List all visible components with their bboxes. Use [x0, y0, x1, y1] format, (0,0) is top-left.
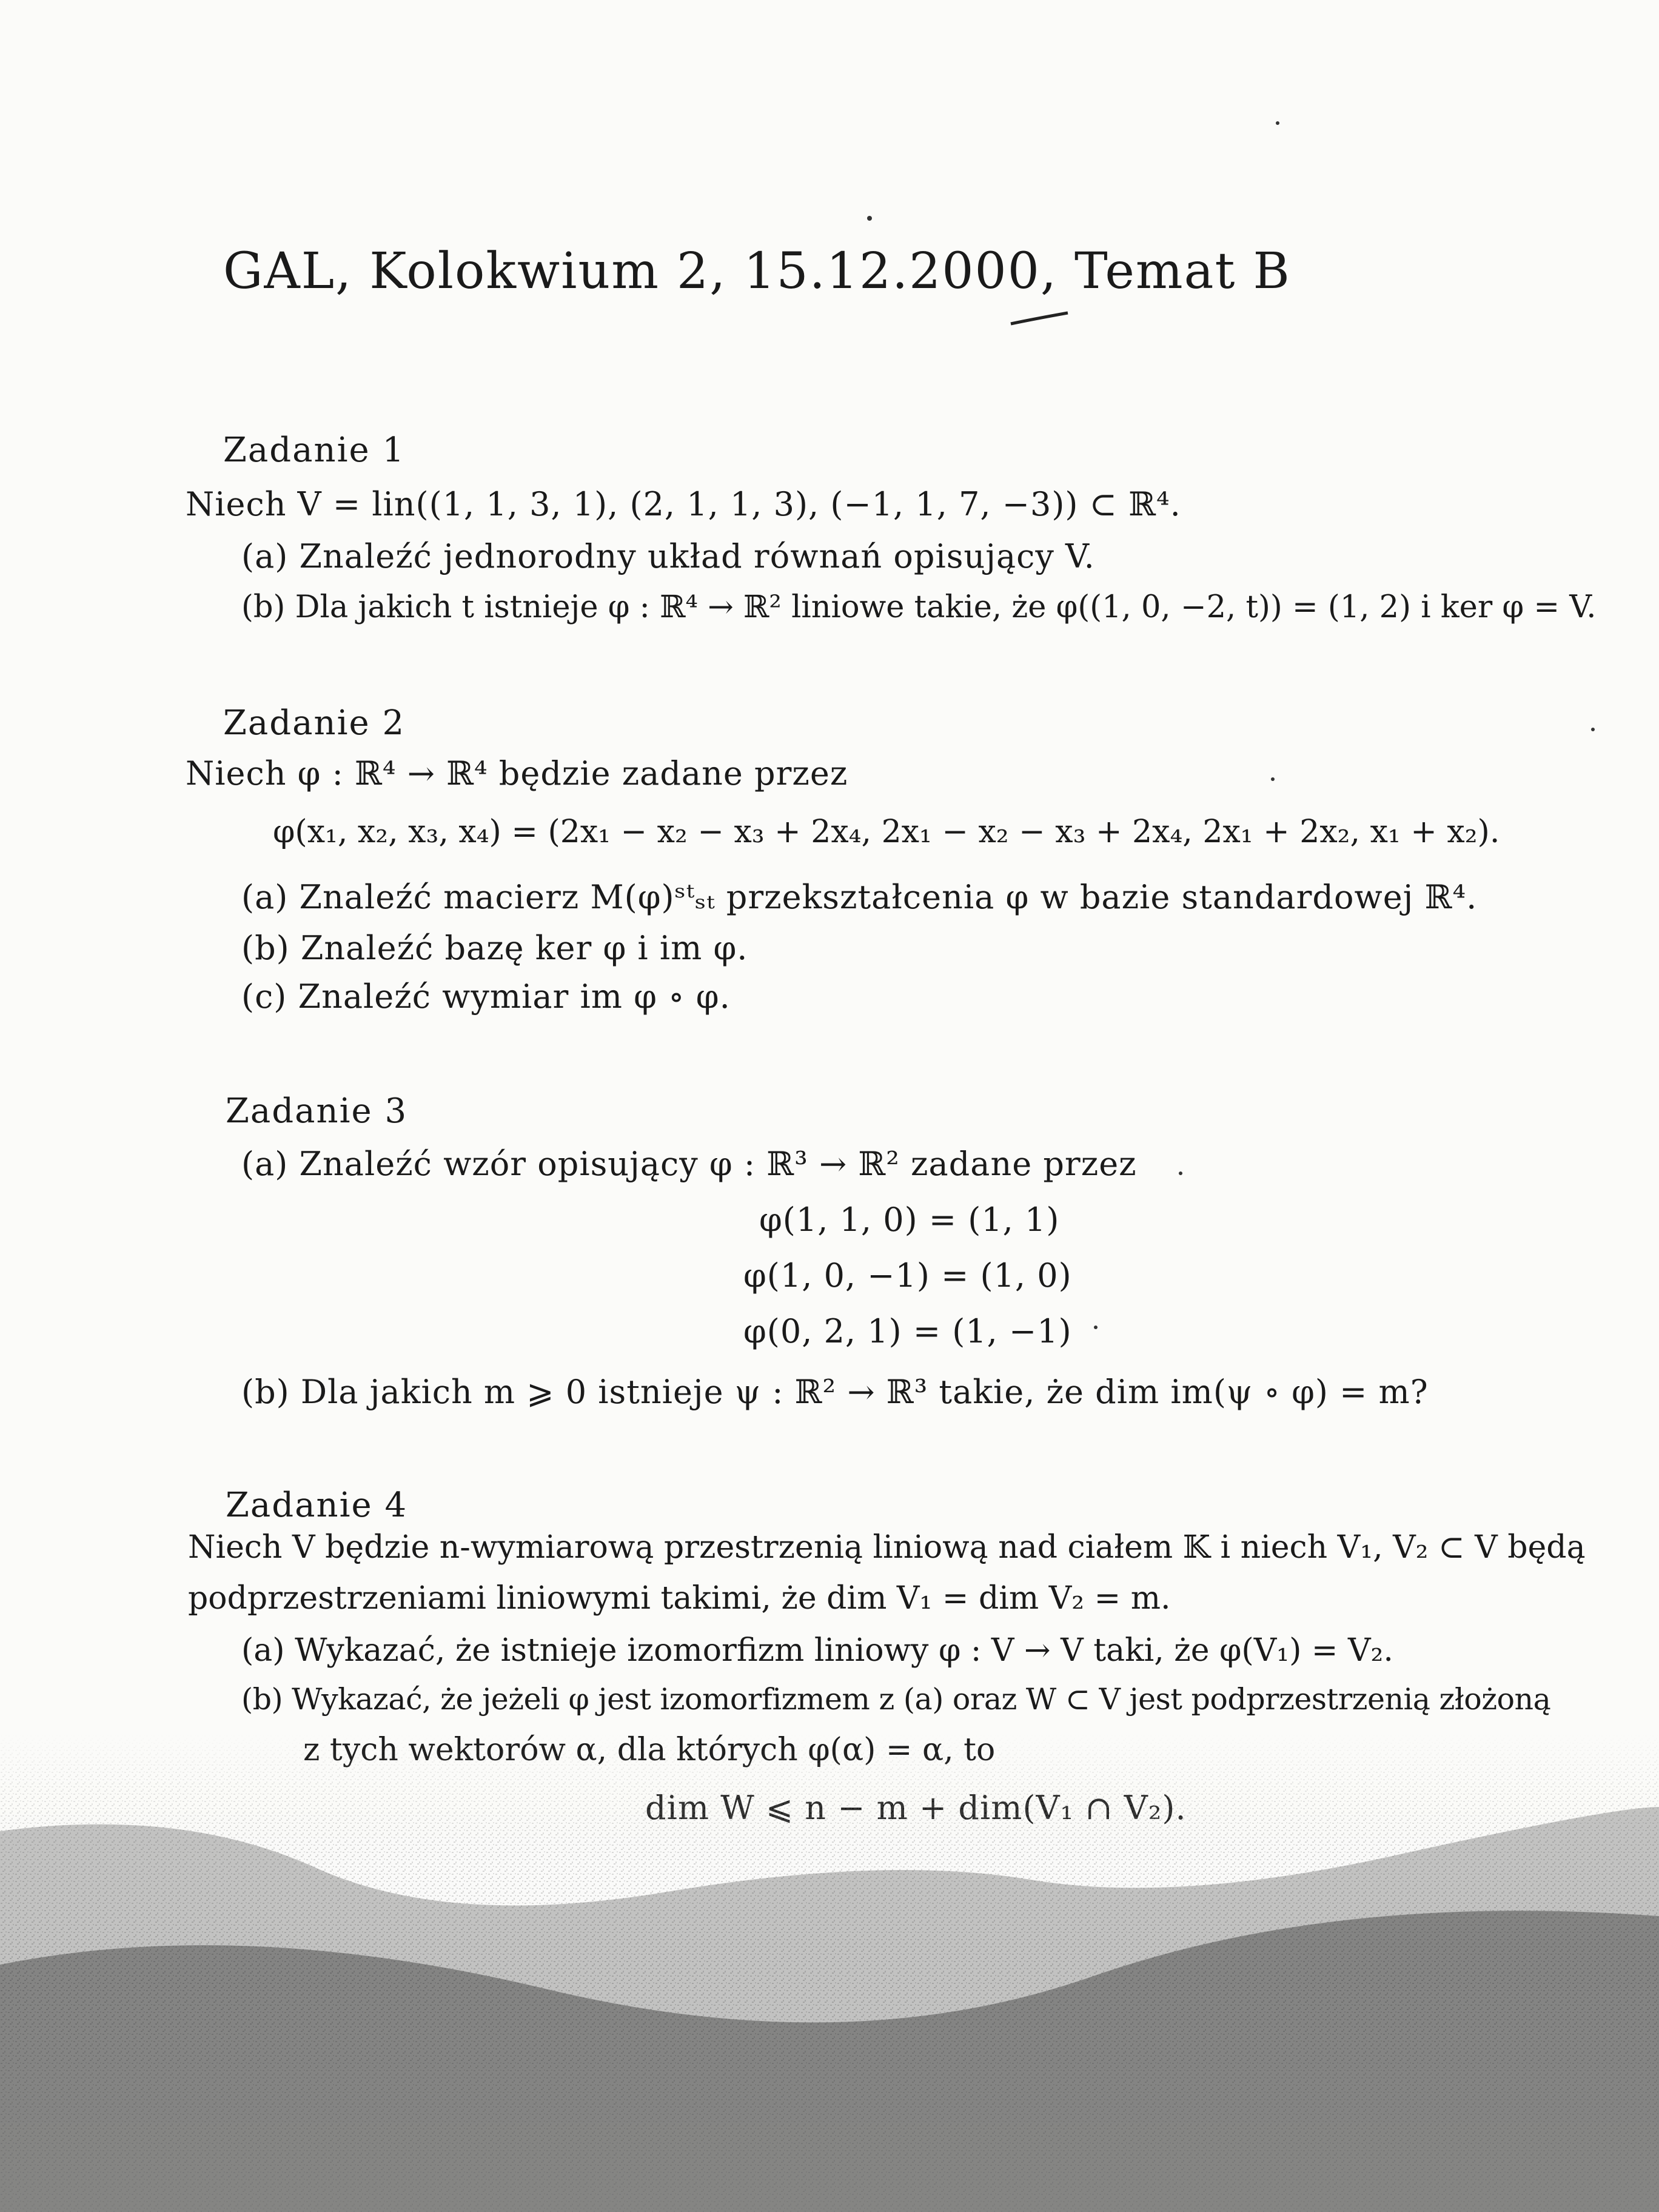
- pen-mark: [1010, 310, 1070, 329]
- problem-4-line-2: podprzestrzeniami liniowymi takimi, że dim V₁ = dim V₂ = m.: [188, 1580, 1171, 1617]
- problem-1-heading: Zadanie 1: [223, 431, 406, 470]
- problem-4-line-1: Niech V będzie n-wymiarową przestrzenią liniową nad ciałem 𝕂 i niech V₁, V₂ ⊂ V będą: [188, 1529, 1586, 1566]
- problem-1-line-2: (a) Znaleźć jednorodny układ równań opisujący V.: [241, 537, 1095, 575]
- problem-3-line-a: (a) Znaleźć wzór opisujący φ : ℝ³ → ℝ² zadane przez: [241, 1145, 1137, 1183]
- scan-speck: [1179, 1171, 1182, 1175]
- scan-speck: [1276, 121, 1279, 125]
- problem-4-heading: Zadanie 4: [226, 1486, 408, 1525]
- problem-2-line-b: (b) Znaleźć bazę ker φ i im φ.: [241, 929, 748, 967]
- scan-speck: [1591, 728, 1595, 731]
- problem-3-eq-1: φ(1, 1, 0) = (1, 1): [759, 1201, 1060, 1239]
- scan-noise: [0, 1734, 1659, 2212]
- scan-speck: [1094, 1326, 1098, 1329]
- problem-4-line-a: (a) Wykazać, że istnieje izomorfizm liniowy φ : V → V taki, że φ(V₁) = V₂.: [241, 1632, 1393, 1669]
- problem-2-line-c: (c) Znaleźć wymiar im φ ∘ φ.: [241, 977, 731, 1016]
- problem-2-heading: Zadanie 2: [223, 703, 406, 743]
- problem-1-line-3: (b) Dla jakich t istnieje φ : ℝ⁴ → ℝ² liniowe takie, że φ((1, 0, −2, t)) = (1, 2) i ker φ = V.: [241, 589, 1597, 625]
- problem-2-line-a: (a) Znaleźć macierz M(φ)ˢᵗₛₜ przekształcenia φ w bazie standardowej ℝ⁴.: [241, 878, 1478, 916]
- problem-3-eq-2: φ(1, 0, −1) = (1, 0): [743, 1256, 1072, 1295]
- problem-2-line-1: Niech φ : ℝ⁴ → ℝ⁴ będzie zadane przez: [186, 754, 848, 793]
- problem-1-line-1: Niech V = lin((1, 1, 3, 1), (2, 1, 1, 3), (−1, 1, 7, −3)) ⊂ ℝ⁴.: [186, 485, 1181, 523]
- problem-4-line-b1: (b) Wykazać, że jeżeli φ jest izomorfizmem z (a) oraz W ⊂ V jest podprzestrzenią złożoną: [241, 1682, 1551, 1717]
- page-title: GAL, Kolokwium 2, 15.12.2000, Temat B: [223, 243, 1291, 300]
- problem-3-eq-3: φ(0, 2, 1) = (1, −1): [743, 1312, 1072, 1350]
- problem-2-formula: φ(x₁, x₂, x₃, x₄) = (2x₁ − x₂ − x₃ + 2x₄, 2x₁ − x₂ − x₃ + 2x₄, 2x₁ + 2x₂, x₁ + x₂).: [273, 814, 1500, 850]
- scan-speck: [867, 216, 872, 221]
- problem-3-heading: Zadanie 3: [226, 1091, 408, 1131]
- scan-speck: [1271, 777, 1275, 781]
- problem-3-line-b: (b) Dla jakich m ⩾ 0 istnieje ψ : ℝ² → ℝ³ takie, że dim im(ψ ∘ φ) = m?: [241, 1373, 1429, 1411]
